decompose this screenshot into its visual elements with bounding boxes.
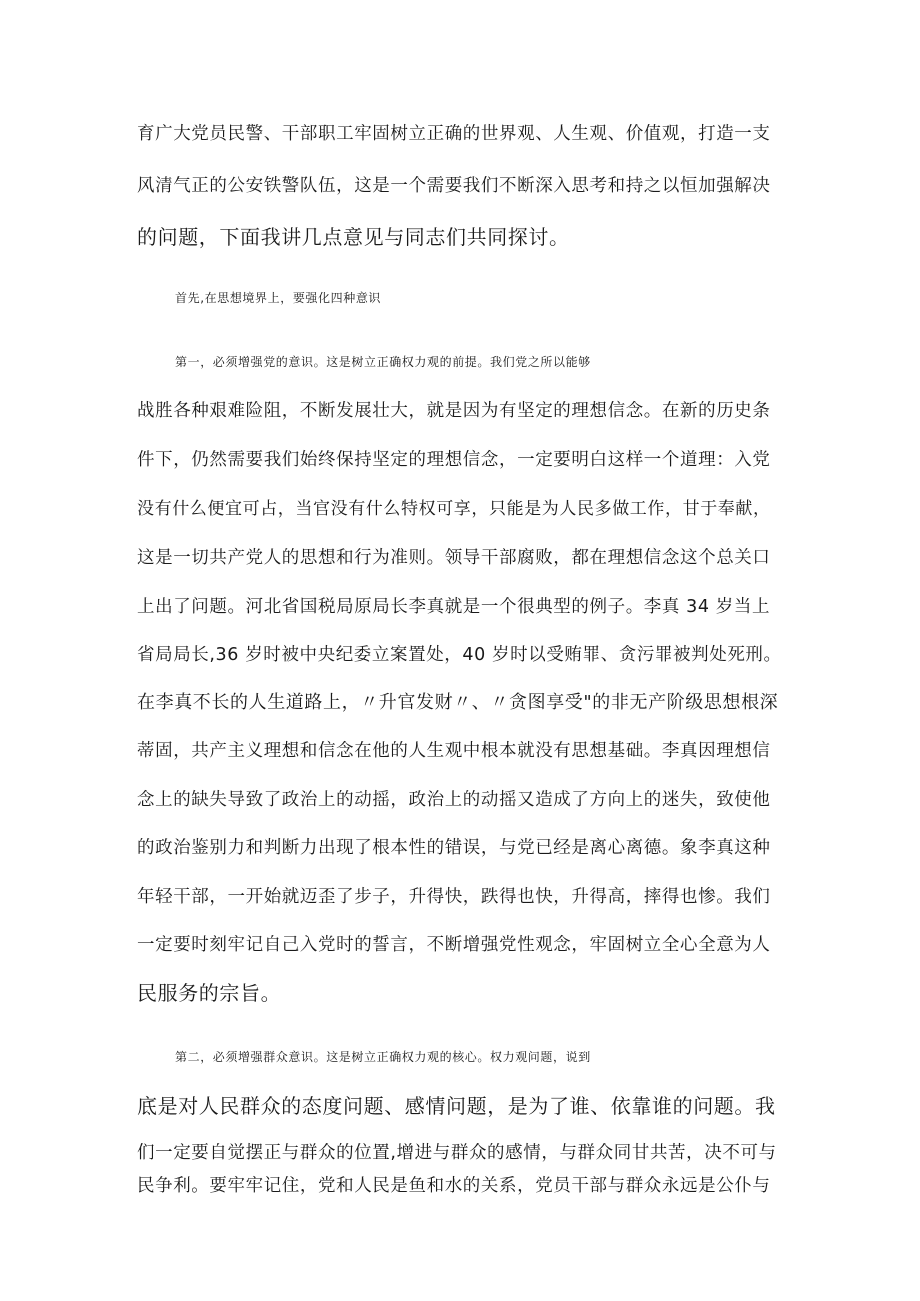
text-line: 战胜各种艰难险阻，不断发展壮大，就是因为有坚定的理想信念。在新的历史条 <box>137 401 771 421</box>
text-line: 没有什么便宜可占，当官没有什么特权可享，只能是为人民多做工作，甘于奉献， <box>137 499 771 519</box>
text-line: 风清气正的公安铁警队伍，这是一个需要我们不断深入思考和持之以恒加强解决 <box>137 176 771 196</box>
text-line: 念上的缺失导致了政治上的动摇，政治上的动摇又造成了方向上的迷失，致使他 <box>137 790 771 810</box>
text-line: 年轻干部，一开始就迈歪了步子，升得快，跌得也快，升得高，摔得也惨。我们 <box>137 887 771 907</box>
text-line: 的问题，下面我讲几点意见与同志们共同探讨。 <box>137 225 570 249</box>
text-line: 上出了问题。河北省国税局原局长李真就是一个很典型的例子。李真 34 岁当上 <box>137 597 771 617</box>
text-line: 们一定要自觉摆正与群众的位置,增进与群众的感情，与群众同甘共苦，决不可与 <box>137 1143 777 1163</box>
text-line: 底是对人民群众的态度问题、感情问题，是为了谁、依靠谁的问题。我 <box>137 1094 776 1118</box>
paragraph-first-line: 第一，必须增强党的意识。这是树立正确权力观的前提。我们党之所以能够 <box>175 355 591 369</box>
text-line: 育广大党员民警、干部职工牢固树立正确的世界观、人生观、价值观，打造一支 <box>137 124 771 144</box>
text-line: 蒂固，共产主义理想和信念在他的人生观中根本就没有思想基础。李真因理想信 <box>137 741 771 761</box>
text-line: 这是一切共产党人的思想和行为准则。领导干部腐败，都在理想信念这个总关口 <box>137 548 771 568</box>
text-line: 民争利。要牢牢记住，党和人民是鱼和水的关系，党员干部与群众永远是公仆与 <box>137 1176 771 1196</box>
text-line: 件下，仍然需要我们始终保持坚定的理想信念，一定要明白这样一个道理：入党 <box>137 450 771 470</box>
section-heading: 首先,在思想境界上，要强化四种意识 <box>175 291 382 305</box>
text-line: 民服务的宗旨。 <box>137 981 282 1005</box>
text-line: 省局局长,36 岁时被中央纪委立案置处，40 岁时以受贿罪、贪污罪被判处死刑。 <box>137 645 782 665</box>
paragraph-first-line: 第二，必须增强群众意识。这是树立正确权力观的核心。权力观问题，说到 <box>175 1050 591 1064</box>
text-line: 的政治鉴别力和判断力出现了根本性的错误，与党已经是离心离德。象李真这种 <box>137 838 771 858</box>
text-line: 在李真不长的人生道路上，〃升官发财〃、〃贪图享受"的非无产阶级思想根深 <box>137 692 779 713</box>
text-line: 一定要时刻牢记自己入党时的誓言，不断增强党性观念，牢固树立全心全意为人 <box>137 935 771 955</box>
